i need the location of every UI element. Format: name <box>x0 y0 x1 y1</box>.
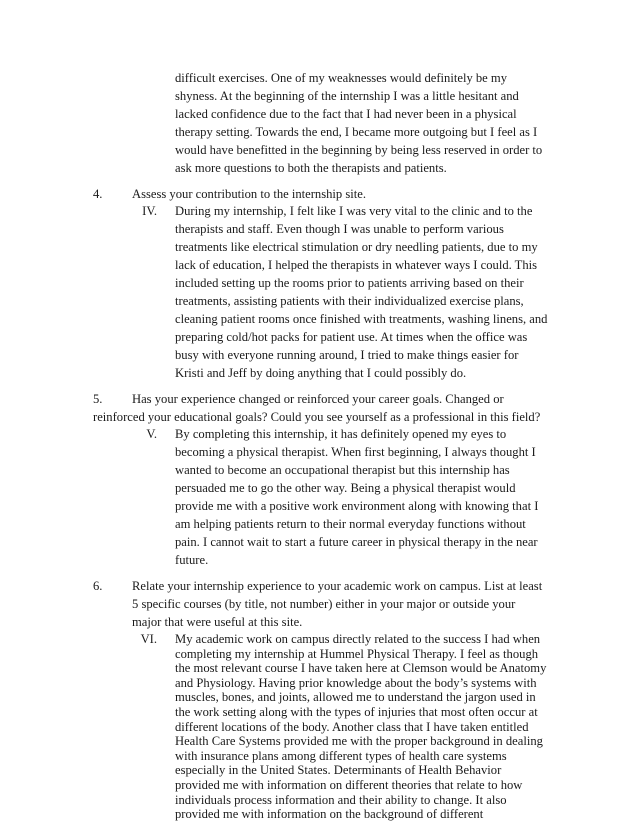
answer-line: am helping patients return to their normal everyday functions without <box>175 517 526 531</box>
answer-line: included setting up the rooms prior to patients arriving based on their <box>175 276 524 290</box>
answer-line: cleaning patient rooms once finished with treatments, washing linens, and <box>175 312 548 326</box>
intro-line: difficult exercises. One of my weaknesses would definitely be my <box>175 71 508 85</box>
answer-line: and Physiology. Having prior knowledge about the body’s systems with <box>175 675 537 690</box>
answer-line: persuaded me to go the other way. Being a physical therapist would <box>175 481 516 495</box>
answer-line: becoming a physical therapist. When first beginning, I always thought I <box>175 445 536 459</box>
answer-numeral: V. <box>146 427 157 441</box>
answer-line: provided me with information on different theories that relate to how <box>175 778 523 792</box>
intro-line: shyness. At the beginning of the internship I was a little hesitant and <box>175 89 519 103</box>
answer-numeral: VI. <box>140 632 157 646</box>
answer-line: future. <box>175 553 209 567</box>
answer-line: treatments like electrical stimulation or dry needling patients, due to my <box>175 240 538 254</box>
answer-line: treatments, assisting patients with their individualized exercise plans, <box>175 294 524 308</box>
question-number: 6. <box>93 579 103 593</box>
question-text: Relate your internship experience to your academic work on campus. List at least <box>132 579 543 593</box>
question-text: 5 specific courses (by title, not number) either in your major or outside your <box>132 597 516 611</box>
answer-line: lack of education, I helped the therapists in whatever ways I could. This <box>175 258 538 272</box>
question-number: 4. <box>93 187 103 201</box>
answer-line: provided me with information on the background of different <box>175 807 484 822</box>
answer-line: preparing cold/hot packs for patient use. At times when the office was <box>175 330 528 344</box>
answer-line: pain. I cannot wait to start a future career in physical therapy in the near <box>175 535 538 549</box>
answer-line: muscles, bones, and joints, allowed me to understand the jargon used in <box>175 690 536 705</box>
answer-line: provide me with a positive work environment along with knowing that I <box>175 499 539 513</box>
answer-line: wanted to become an occupational therapist but this internship has <box>175 463 510 477</box>
intro-line: ask more questions to both the therapists and patients. <box>175 161 447 175</box>
answer-line: By completing this internship, it has definitely opened my eyes to <box>175 427 507 441</box>
intro-line: would have benefitted in the beginning by being less reserved in order to <box>175 143 543 157</box>
question-text: reinforced your educational goals? Could you see yourself as a professional in this field? <box>93 410 541 424</box>
question-text: Assess your contribution to the internship site. <box>132 187 367 201</box>
answer-line: the most relevant course I have taken here at Clemson would be Anatomy <box>175 661 547 676</box>
answer-line: especially in the United States. Determinants of Health Behavior <box>175 763 502 778</box>
answer-line: busy with everyone running around, I tried to make things easier for <box>175 348 519 362</box>
answer-line: different locations of the body. Another class that I have taken entitled <box>175 719 529 734</box>
answer-line: with insurance plans among different types of health care systems <box>175 748 507 763</box>
question-text: Has your experience changed or reinforced your career goals. Changed or <box>132 392 504 406</box>
answer-line: Health Care Systems provided me with the proper background in dealing <box>175 734 543 749</box>
intro-line: lacked confidence due to the fact that I had never been in a physical <box>175 107 517 121</box>
answer-numeral: IV. <box>142 204 157 218</box>
intro-line: therapy setting. Towards the end, I became more outgoing but I feel as I <box>175 125 538 139</box>
question-number: 5. <box>93 392 103 406</box>
answer-line: My academic work on campus directly related to the success I had when <box>175 632 541 646</box>
answer-line: During my internship, I felt like I was very vital to the clinic and to the <box>175 204 533 218</box>
answer-line: completing my internship at Hummel Physical Therapy. I feel as though <box>175 646 539 661</box>
answer-line: the work setting along with the types of injuries that most often occur at <box>175 705 538 719</box>
answer-line: individuals process information and their ability to change. It also <box>175 792 507 807</box>
answer-line: Kristi and Jeff by doing anything that I could possibly do. <box>175 366 467 380</box>
answer-line: therapists and staff. Even though I was unable to perform various <box>175 222 504 236</box>
question-text: major that were useful at this site. <box>132 615 303 629</box>
